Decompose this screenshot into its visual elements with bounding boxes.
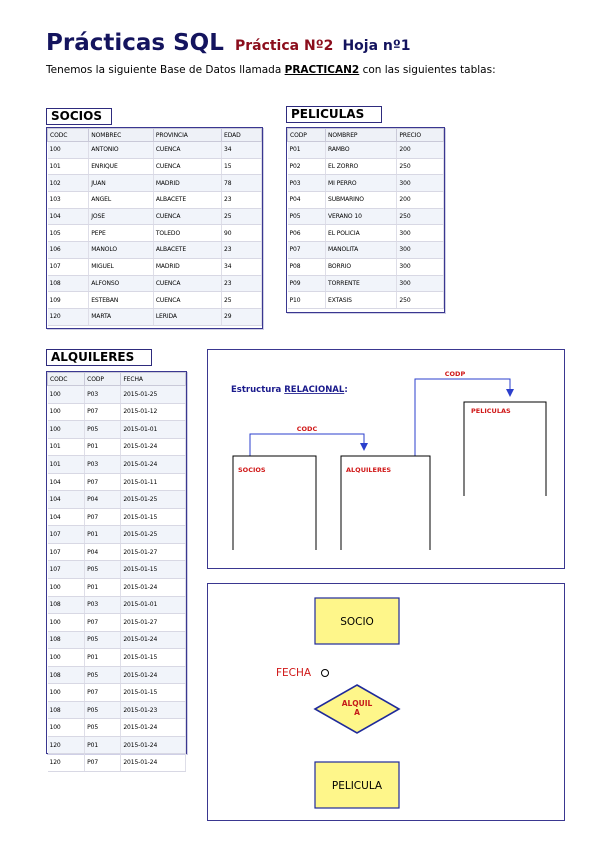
alquileres-cell: 2015-01-15 xyxy=(121,561,186,579)
table-row xyxy=(288,192,444,209)
peliculas-table xyxy=(287,128,444,309)
alquileres-cell: P05 xyxy=(85,666,121,684)
alquileres-cell: 108 xyxy=(48,701,85,719)
alquileres-cell: 2015-01-01 xyxy=(121,596,186,614)
alquileres-cell: 100 xyxy=(48,614,85,632)
table-row xyxy=(288,225,444,242)
peliculas-shape-label: PELICULAS xyxy=(471,407,511,415)
alquileres-cell: P01 xyxy=(85,526,121,544)
socios-table xyxy=(47,128,262,326)
alquileres-cell: P03 xyxy=(85,386,121,404)
socios-cell: CUENCA xyxy=(153,208,221,225)
alquileres-cell: 2015-01-24 xyxy=(121,579,186,597)
peliculas-header-row xyxy=(288,129,444,142)
peliculas-column-header: PRECIO xyxy=(397,129,444,142)
alquileres-cell: 2015-01-27 xyxy=(121,614,186,632)
alquileres-cell: 2015-01-15 xyxy=(121,649,186,667)
table-row xyxy=(48,242,262,259)
socios-cell: ENRIQUE xyxy=(89,158,154,175)
table-row xyxy=(48,543,186,561)
table-row xyxy=(48,308,262,325)
socios-cell: 103 xyxy=(48,192,89,209)
alquileres-cell: 2015-01-24 xyxy=(121,456,186,474)
table-row xyxy=(48,701,186,719)
socios-table-body xyxy=(48,142,262,326)
table-row xyxy=(48,158,262,175)
peliculas-cell: P04 xyxy=(288,192,326,209)
socios-cell: 120 xyxy=(48,308,89,325)
table-row xyxy=(48,275,262,292)
alquila-relation-label-line1: ALQUIL xyxy=(341,699,373,708)
socios-cell: MARTA xyxy=(89,308,154,325)
alquileres-cell: 100 xyxy=(48,579,85,597)
table-row xyxy=(48,456,186,474)
fecha-attribute-label: FECHA xyxy=(276,667,312,679)
socios-cell: 107 xyxy=(48,258,89,275)
alquileres-cell: 2015-01-24 xyxy=(121,438,186,456)
table-row xyxy=(48,208,262,225)
page-title: Prácticas SQL xyxy=(46,30,224,56)
peliculas-cell: EL ZORRO xyxy=(326,158,397,175)
socios-cell: 109 xyxy=(48,292,89,309)
alquileres-column-header: FECHA xyxy=(121,373,186,386)
peliculas-column-header: NOMBREP xyxy=(326,129,397,142)
alquileres-cell: 101 xyxy=(48,438,85,456)
table-row xyxy=(288,292,444,309)
peliculas-cell: EL POLICIA xyxy=(326,225,397,242)
alquileres-cell: 2015-01-12 xyxy=(121,403,186,421)
socios-cell: ALBACETE xyxy=(153,242,221,259)
alquileres-table-title: ALQUILERES xyxy=(46,349,152,366)
table-row xyxy=(48,666,186,684)
socios-cell: ALFONSO xyxy=(89,275,154,292)
database-name: PRACTICAN2 xyxy=(284,64,360,76)
sheet-number: Hoja nº1 xyxy=(342,38,411,54)
alquileres-cell: 100 xyxy=(48,684,85,702)
socios-header-row xyxy=(48,129,262,142)
socios-cell: MADRID xyxy=(153,258,221,275)
socios-cell: ANGEL xyxy=(89,192,154,209)
socios-cell: 105 xyxy=(48,225,89,242)
peliculas-cell: P07 xyxy=(288,242,326,259)
table-row xyxy=(288,258,444,275)
table-row xyxy=(48,403,186,421)
socios-cell: 104 xyxy=(48,208,89,225)
alquila-relation-label-line2: A xyxy=(354,708,360,717)
alquileres-cell: P07 xyxy=(85,754,121,772)
socios-cell: CUENCA xyxy=(153,292,221,309)
alquileres-cell: 2015-01-25 xyxy=(121,491,186,509)
peliculas-table-panel xyxy=(286,127,445,313)
alquileres-header-row xyxy=(48,373,186,386)
peliculas-cell: MI PERRO xyxy=(326,175,397,192)
alquileres-cell: 104 xyxy=(48,491,85,509)
socios-column-header: EDAD xyxy=(222,129,262,142)
pelicula-entity-label: PELICULA xyxy=(331,780,383,792)
alquileres-cell: P07 xyxy=(85,684,121,702)
alquileres-column-header: CODC xyxy=(48,373,85,386)
alquileres-cell: 104 xyxy=(48,473,85,491)
er-diagram xyxy=(208,584,564,820)
alquileres-cell: 100 xyxy=(48,649,85,667)
peliculas-cell: 300 xyxy=(397,225,444,242)
peliculas-cell: 300 xyxy=(397,275,444,292)
alquileres-cell: 100 xyxy=(48,403,85,421)
socios-cell: CUENCA xyxy=(153,275,221,292)
peliculas-cell: P08 xyxy=(288,258,326,275)
alquileres-cell: 2015-01-25 xyxy=(121,526,186,544)
alquileres-cell: 2015-01-11 xyxy=(121,473,186,491)
table-row xyxy=(48,421,186,439)
socios-cell: 23 xyxy=(222,242,262,259)
table-row xyxy=(48,438,186,456)
table-row xyxy=(48,258,262,275)
alquileres-cell: P05 xyxy=(85,719,121,737)
codp-key-label: CODP xyxy=(444,370,466,378)
socios-cell: 15 xyxy=(222,158,262,175)
practice-number: Práctica Nº2 xyxy=(234,38,334,54)
alquileres-cell: P07 xyxy=(85,403,121,421)
table-row xyxy=(288,208,444,225)
peliculas-cell: P10 xyxy=(288,292,326,309)
socios-shape-label: SOCIOS xyxy=(238,466,266,474)
socios-cell: ESTEBAN xyxy=(89,292,154,309)
alquileres-cell: 2015-01-24 xyxy=(121,754,186,772)
alquileres-cell: 107 xyxy=(48,561,85,579)
alquileres-cell: 108 xyxy=(48,596,85,614)
socios-cell: 34 xyxy=(222,258,262,275)
relational-structure-panel xyxy=(207,349,565,569)
codp-link-arrow xyxy=(415,379,510,456)
alquileres-cell: P07 xyxy=(85,508,121,526)
socios-cell: 102 xyxy=(48,175,89,192)
socios-cell: MIGUEL xyxy=(89,258,154,275)
peliculas-table-title: PELICULAS xyxy=(286,106,382,123)
peliculas-cell: 300 xyxy=(397,242,444,259)
peliculas-cell: TORRENTE xyxy=(326,275,397,292)
peliculas-cell: P05 xyxy=(288,208,326,225)
table-row xyxy=(48,508,186,526)
table-row xyxy=(48,684,186,702)
alquileres-cell: 101 xyxy=(48,456,85,474)
socios-cell: 108 xyxy=(48,275,89,292)
fecha-attribute-circle xyxy=(322,670,329,677)
alquileres-cell: P01 xyxy=(85,649,121,667)
peliculas-cell: MANOLITA xyxy=(326,242,397,259)
alquileres-cell: 108 xyxy=(48,666,85,684)
alquileres-cell: 100 xyxy=(48,386,85,404)
peliculas-cell: EXTASIS xyxy=(326,292,397,309)
table-row xyxy=(48,719,186,737)
alquileres-table-panel xyxy=(46,371,187,767)
table-row xyxy=(288,158,444,175)
peliculas-column-header: CODP xyxy=(288,129,326,142)
table-row xyxy=(48,754,186,772)
socios-cell: 29 xyxy=(222,308,262,325)
peliculas-table-body xyxy=(288,142,444,309)
socios-cell: CUENCA xyxy=(153,142,221,159)
table-row xyxy=(48,649,186,667)
socios-cell: 101 xyxy=(48,158,89,175)
alquileres-cell: 2015-01-25 xyxy=(121,386,186,404)
table-row xyxy=(288,275,444,292)
socios-table-panel xyxy=(46,127,263,329)
table-row xyxy=(48,142,262,159)
peliculas-cell: RAMBO xyxy=(326,142,397,159)
intro-text-after: con las siguientes tablas: xyxy=(359,64,496,76)
alquileres-cell: 108 xyxy=(48,631,85,649)
alquileres-cell: P04 xyxy=(85,543,121,561)
table-row xyxy=(48,631,186,649)
alquileres-cell: 2015-01-01 xyxy=(121,421,186,439)
table-row xyxy=(288,242,444,259)
alquileres-cell: 104 xyxy=(48,508,85,526)
alquileres-cell: 2015-01-15 xyxy=(121,508,186,526)
socios-cell: JOSE xyxy=(89,208,154,225)
table-row xyxy=(48,225,262,242)
peliculas-cell: 300 xyxy=(397,258,444,275)
socios-cell: 23 xyxy=(222,275,262,292)
peliculas-cell: P01 xyxy=(288,142,326,159)
table-row xyxy=(48,491,186,509)
table-row xyxy=(48,614,186,632)
alquileres-cell: 107 xyxy=(48,543,85,561)
alquileres-cell: P05 xyxy=(85,561,121,579)
alquileres-cell: P03 xyxy=(85,456,121,474)
alquileres-cell: 100 xyxy=(48,719,85,737)
socios-column-header: CODC xyxy=(48,129,89,142)
peliculas-cell: 200 xyxy=(397,192,444,209)
alquileres-cell: 2015-01-24 xyxy=(121,736,186,754)
er-diagram-panel xyxy=(207,583,565,821)
alquileres-cell: 2015-01-23 xyxy=(121,701,186,719)
socios-cell: ANTONIO xyxy=(89,142,154,159)
table-row xyxy=(288,142,444,159)
alquileres-cell: P07 xyxy=(85,614,121,632)
socio-entity-label: SOCIO xyxy=(340,616,374,628)
peliculas-cell: VERANO 10 xyxy=(326,208,397,225)
alquileres-cell: 2015-01-24 xyxy=(121,666,186,684)
peliculas-cell: P03 xyxy=(288,175,326,192)
socios-column-header: NOMBREC xyxy=(89,129,154,142)
socios-cell: 25 xyxy=(222,208,262,225)
peliculas-cell: SUBMARINO xyxy=(326,192,397,209)
alquileres-cell: P01 xyxy=(85,438,121,456)
alquileres-cell: 2015-01-15 xyxy=(121,684,186,702)
alquileres-cell: 2015-01-27 xyxy=(121,543,186,561)
peliculas-cell: 250 xyxy=(397,208,444,225)
socios-cell: 34 xyxy=(222,142,262,159)
alquileres-cell: 2015-01-24 xyxy=(121,719,186,737)
alquileres-cell: P04 xyxy=(85,491,121,509)
socios-cell: CUENCA xyxy=(153,158,221,175)
socios-cell: MANOLO xyxy=(89,242,154,259)
socios-cell: 90 xyxy=(222,225,262,242)
alquileres-cell: P03 xyxy=(85,596,121,614)
socios-cell: 23 xyxy=(222,192,262,209)
peliculas-cell: BORRIO xyxy=(326,258,397,275)
alquileres-cell: P05 xyxy=(85,701,121,719)
socios-cell: TOLEDO xyxy=(153,225,221,242)
intro-text-before: Tenemos la siguiente Base de Datos llamada xyxy=(46,64,285,76)
alquileres-cell: P01 xyxy=(85,736,121,754)
alquileres-shape-label: ALQUILERES xyxy=(346,466,392,474)
table-row xyxy=(48,526,186,544)
table-row xyxy=(48,292,262,309)
table-row xyxy=(48,736,186,754)
socios-cell: 78 xyxy=(222,175,262,192)
socios-cell: 25 xyxy=(222,292,262,309)
relational-title: Estructura RELACIONAL: xyxy=(231,385,348,395)
alquileres-cell: 107 xyxy=(48,526,85,544)
codc-key-label: CODC xyxy=(296,425,318,433)
socios-cell: MADRID xyxy=(153,175,221,192)
socios-cell: 106 xyxy=(48,242,89,259)
alquileres-cell: 100 xyxy=(48,421,85,439)
peliculas-cell: 300 xyxy=(397,175,444,192)
alquileres-cell: 120 xyxy=(48,754,85,772)
socios-column-header: PROVINCIA xyxy=(153,129,221,142)
alquileres-cell: 2015-01-24 xyxy=(121,631,186,649)
alquileres-cell: P01 xyxy=(85,579,121,597)
table-row xyxy=(48,175,262,192)
peliculas-cell: P06 xyxy=(288,225,326,242)
alquileres-cell: 120 xyxy=(48,736,85,754)
peliculas-cell: 200 xyxy=(397,142,444,159)
peliculas-cell: P09 xyxy=(288,275,326,292)
socios-cell: JUAN xyxy=(89,175,154,192)
table-row xyxy=(48,596,186,614)
codc-link-arrow xyxy=(250,434,364,456)
page-title-row xyxy=(46,30,411,56)
socios-cell: ALBACETE xyxy=(153,192,221,209)
alquileres-table-body xyxy=(48,386,186,772)
table-row xyxy=(288,175,444,192)
alquileres-table xyxy=(47,372,186,772)
socios-table-title: SOCIOS xyxy=(46,108,112,125)
table-row xyxy=(48,192,262,209)
relational-diagram xyxy=(208,350,564,568)
peliculas-cell: 250 xyxy=(397,292,444,309)
intro-paragraph xyxy=(46,64,564,76)
table-row xyxy=(48,386,186,404)
peliculas-cell: P02 xyxy=(288,158,326,175)
alquileres-column-header: CODP xyxy=(85,373,121,386)
peliculas-table-shape xyxy=(464,402,546,496)
alquileres-cell: P07 xyxy=(85,473,121,491)
socios-cell: 100 xyxy=(48,142,89,159)
peliculas-cell: 250 xyxy=(397,158,444,175)
table-row xyxy=(48,579,186,597)
socios-cell: PEPE xyxy=(89,225,154,242)
socios-cell: LERIDA xyxy=(153,308,221,325)
alquileres-cell: P05 xyxy=(85,631,121,649)
alquileres-cell: P05 xyxy=(85,421,121,439)
table-row xyxy=(48,473,186,491)
table-row xyxy=(48,561,186,579)
